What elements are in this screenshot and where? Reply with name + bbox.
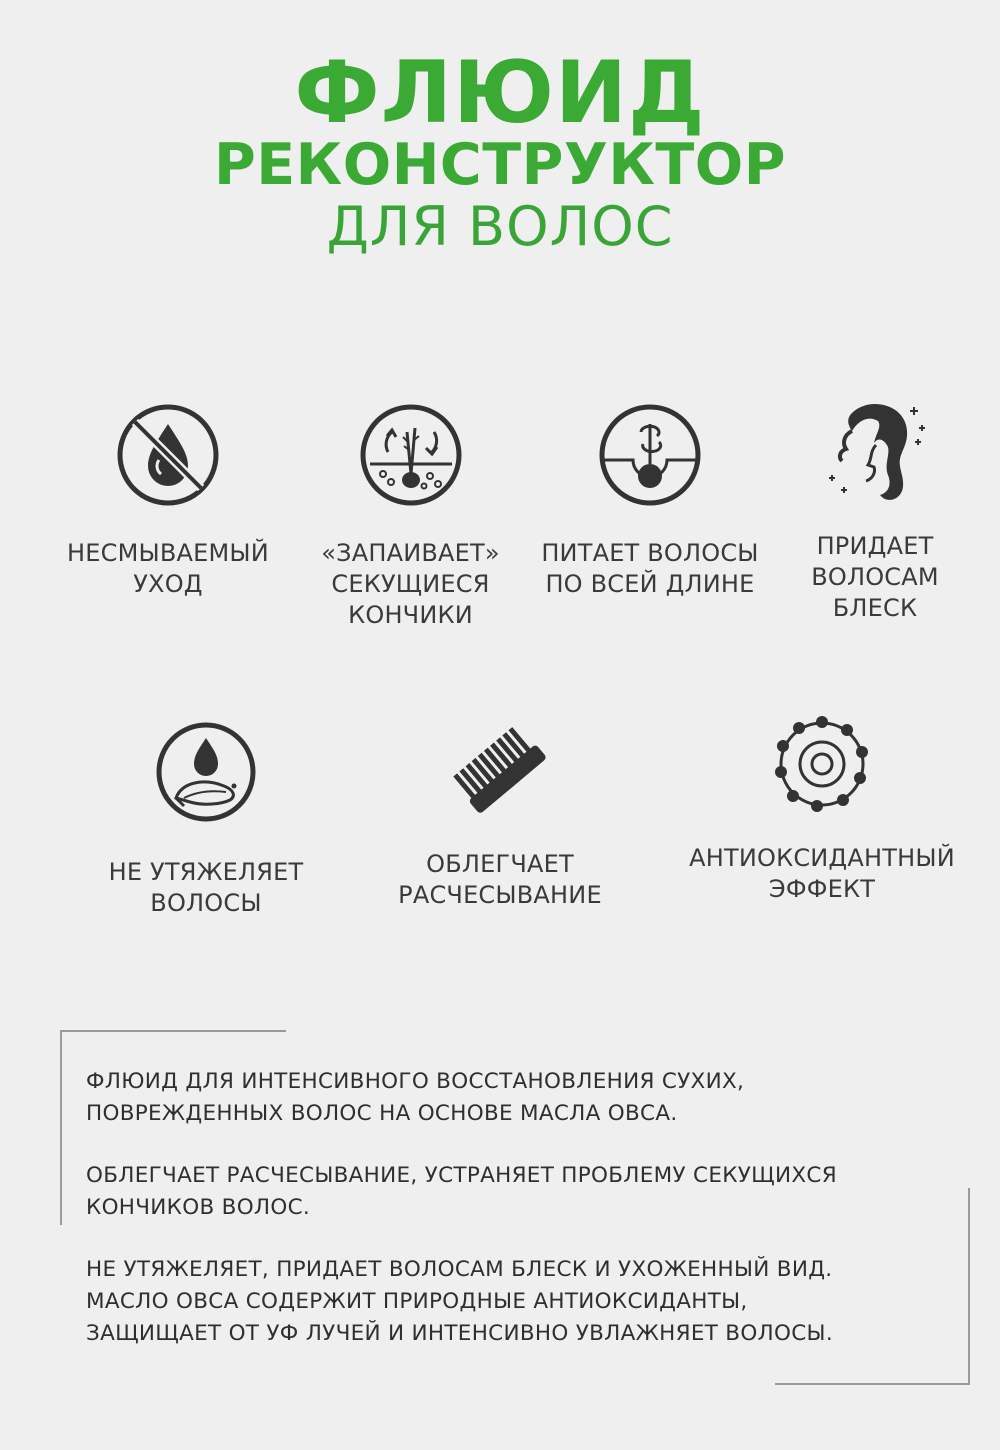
title-line-3: ДЛЯ ВОЛОС bbox=[326, 195, 674, 258]
drop-feather-icon bbox=[154, 720, 258, 824]
feature-split-ends bbox=[303, 402, 518, 631]
description-block bbox=[86, 1066, 936, 1380]
feature-label: ОБЛЕГЧАЕТ РАСЧЕСЫВАНИЕ bbox=[398, 850, 602, 909]
frame-top-left-horizontal bbox=[60, 1030, 286, 1032]
antioxidant-molecule-icon bbox=[767, 712, 877, 816]
frame-top-left-vertical bbox=[60, 1030, 62, 1225]
feature-shine bbox=[780, 395, 970, 624]
hair-root-nutrition-icon bbox=[597, 402, 703, 508]
feature-nourishes bbox=[525, 402, 775, 600]
woman-shiny-hair-icon bbox=[822, 395, 928, 508]
comb-icon bbox=[450, 725, 550, 815]
feature-easy-combing bbox=[370, 725, 630, 911]
description-paragraph-1: ФЛЮИД ДЛЯ ИНТЕНСИВНОГО ВОССТАНОВЛЕНИЯ СУХИХ, ПОВРЕЖДЕННЫХ ВОЛОС НА ОСНОВЕ МАСЛА ОВСА. bbox=[86, 1069, 745, 1126]
frame-bottom-right-vertical bbox=[968, 1188, 970, 1384]
feature-not-heavy bbox=[86, 720, 326, 919]
description-paragraph-2: ОБЛЕГЧАЕТ РАСЧЕСЫВАНИЕ, УСТРАНЯЕТ ПРОБЛЕМУ СЕКУЩИХСЯ КОНЧИКОВ ВОЛОС. bbox=[86, 1163, 837, 1220]
feature-label: ПИТАЕТ ВОЛОСЫ ПО ВСЕЙ ДЛИНЕ bbox=[541, 539, 759, 598]
feature-label: НЕСМЫВАЕМЫЙ УХОД bbox=[67, 539, 269, 598]
no-drop-icon bbox=[115, 402, 221, 508]
description-paragraph-3: НЕ УТЯЖЕЛЯЕТ, ПРИДАЕТ ВОЛОСАМ БЛЕСК И УХОЖЕННЫЙ ВИД. МАСЛО ОВСА СОДЕРЖИТ ПРИРОДНЫЕ АНТИОКСИДАНТЫ, ЗАЩИЩАЕТ ОТ УФ ЛУЧЕЙ И ИНТЕНСИВНО УВЛАЖНЯЕТ ВОЛОСЫ. bbox=[86, 1257, 833, 1346]
feature-label: АНТИОКСИДАНТНЫЙ ЭФФЕКТ bbox=[689, 844, 955, 903]
feature-label: НЕ УТЯЖЕЛЯЕТ ВОЛОСЫ bbox=[108, 858, 304, 917]
feature-antioxidant bbox=[662, 712, 982, 905]
hair-follicle-arrows-icon bbox=[358, 402, 464, 508]
feature-label: «ЗАПАИВАЕТ» СЕКУЩИЕСЯ КОНЧИКИ bbox=[321, 539, 500, 629]
title-line-2: РЕКОНСТРУКТОР bbox=[213, 132, 787, 198]
frame-bottom-right-horizontal bbox=[775, 1383, 970, 1385]
title-line-1: ФЛЮИД bbox=[294, 43, 706, 143]
feature-label: ПРИДАЕТ ВОЛОСАМ БЛЕСК bbox=[811, 532, 939, 622]
feature-leave-in bbox=[48, 402, 288, 600]
